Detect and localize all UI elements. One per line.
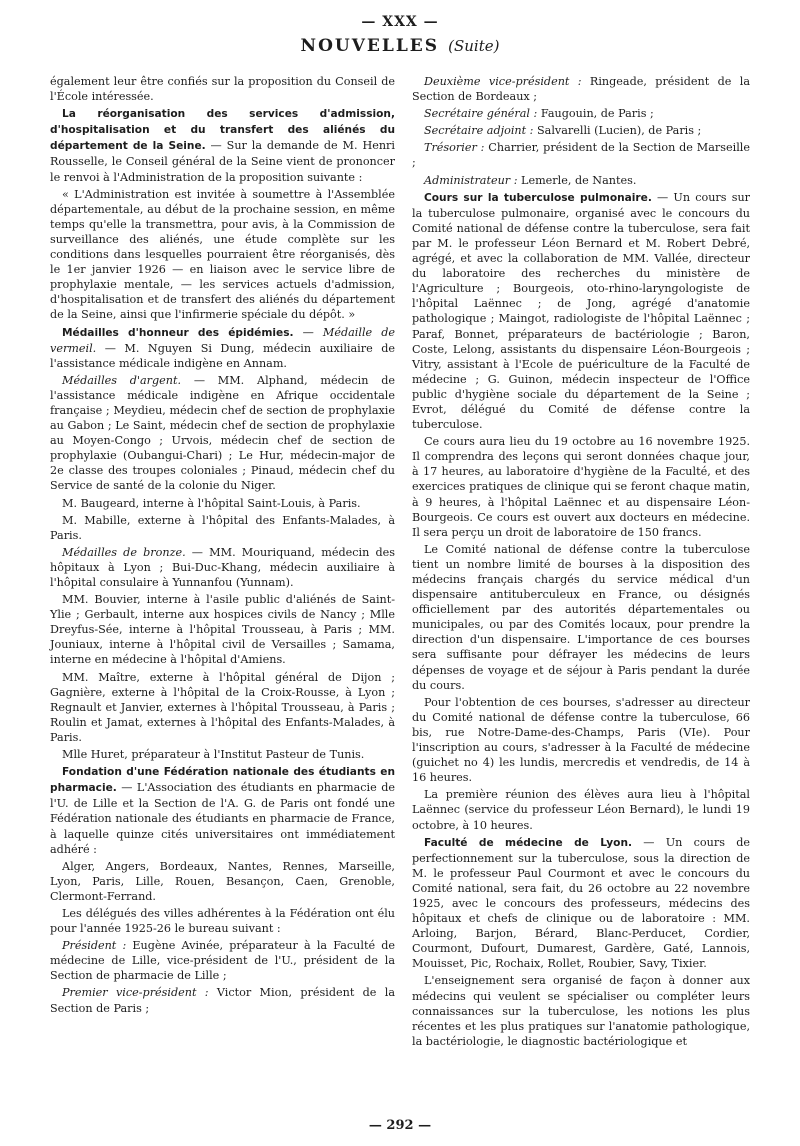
right-column (412, 74, 750, 1051)
article-heading: La réorganisation des services d'admission, d'hospitalisation et du transfert des aliénés du département de la Seine. (50, 108, 395, 153)
section-title-main: NOUVELLES (300, 36, 440, 56)
paragraph: Alger, Angers, Bordeaux, Nantes, Rennes, Marseille, Lyon, Paris, Lille, Rouen, Besançon, Caen, Grenoble, Clermont-Ferrand. (50, 859, 395, 903)
paragraph: Trésorier : Charrier, président de la Section de Marseille ; (412, 141, 750, 170)
paragraph: Ce cours aura lieu du 19 octobre au 16 novembre 1925. Il comprendra des leçons qui seront données chaque jour, à 17 heures, au laboratoire d'hygiène de la Faculté, et des exercices pratiques de clinique qui se feront chaque matin, à 9 heures, à l'hôpital Laënnec et au dispensaire Léon-Bourgeois. Ce cours est ouvert aux docteurs en médecine. Il sera perçu un droit de laboratoire de 150 francs. (412, 435, 750, 539)
article-heading: Faculté de médecine de Lyon. (424, 836, 633, 849)
paragraph: Les délégués des villes adhérentes à la Fédération ont élu pour l'année 1925-26 le bureau suivant : (50, 906, 395, 936)
article-heading: Cours sur la tuberculose pulmonaire. (424, 191, 652, 204)
paragraph: Président : Eugène Avinée, préparateur à la Faculté de médecine de Lille, vice-président de l'U., président de la Section de pharmacie de Lille ; (50, 939, 396, 983)
section-title-suite: (Suite) (448, 37, 500, 55)
page-number: — 292 — (368, 1118, 432, 1133)
paragraph: également leur être confiés sur la proposition du Conseil de l'École intéressée. (50, 75, 395, 104)
article-medailles: Médailles d'honneur des épidémies. — Médaille de vermeil. — M. Nguyen Si Dung, médecin auxiliaire de l'assistance médicale indigène en Annam. (50, 325, 396, 370)
paragraph: MM. Bouvier, interne à l'asile public d'aliénés de Saint-Ylie ; Gerbault, interne aux hospices civils de Nancy ; Mlle Dreyfus-Sée, interne à l'hôpital Trousseau, à Paris ; MM. Jouniaux, interne à l'hôpital civil de Versailles ; Samama, interne en médecine à l'hôpital d'Amiens. (50, 593, 395, 667)
paragraph: La première réunion des élèves aura lieu à l'hôpital Laënnec (service du professeur Léon Bernard), le lundi 19 octobre, à 10 heures. (412, 788, 750, 832)
paragraph: Administrateur : Lemerle, de Nantes. (424, 173, 637, 187)
paragraph: Médailles d'argent. — MM. Alphand, médecin de l'assistance médicale indigène en Afrique occidentale française ; Meydieu, médecin chef de section de prophylaxie au Gabon ; Le Saint, médecin chef de section de prophylaxie au Moyen-Congo ; Urvois, médecin chef de section de prophylaxie (Oubangui-Chari) ; Le Hur, médecin-major de 2e classe des troupes coloniales ; Pinaud, médecin chef du Service de santé de la colonie du Niger. (50, 373, 395, 493)
paragraph: Le Comité national de défense contre la tuberculose tient un nombre limité de bourses à la disposition des médecins français chargés du service médical d'un dispensaire antituberculeux en France, ou désignés officiellement par des autorités départementales ou municipales, ou par des Comités locaux, pour prendre la direction d'un dispensaire. L'importance de ces bourses sera suffisante pour défrayer les médecins de leurs dépenses de voyage et de séjour à Paris pendant la durée du cours. (412, 542, 750, 692)
paragraph: Secrétaire général : Faugouin, de Paris ; (424, 107, 654, 121)
article-heading: Médailles d'honneur des épidémies. (62, 326, 294, 339)
paragraph: M. Mabille, externe à l'hôpital des Enfants-Malades, à Paris. (50, 513, 395, 542)
paragraph: Mlle Huret, préparateur à l'Institut Pasteur de Tunis. (62, 748, 365, 762)
article-cours-tuberculose: Cours sur la tuberculose pulmonaire. — Un cours sur la tuberculose pulmonaire, organisé avec le concours du Comité national de défense contre la tuberculose, sera fait par M. le professeur Léon Bernard et M. Robert Debré, agrégé, et avec la collaboration de MM. Vallée, directeur du laboratoire des recherches du ministère de l'Agriculture ; Bourgeois, oto-rhino-laryngologiste de l'hôpital Laënnec ; de Jong, agrégé d'anatomie pathologique ; Maingot, radiologiste de l'hôpital Laënnec ; Paraf, Bonnet, préparateurs de bactériologie ; Baron, Coste, Lelong, assistants du dispensaire Léon-Bourgeois ; Vitry, assistant à l'Ecole de puériculture de la Faculté de médecine ; G. Guinon, médecin inspecteur de l'Office public d'hygiène sociale du département de la Seine ; Evrot, délégué du Comité de défense contre la tuberculose. (412, 190, 750, 432)
section-title (0, 36, 800, 56)
paragraph: Pour l'obtention de ces bourses, s'adresser au directeur du Comité national de défense contre la tuberculose, 66 bis, rue Notre-Dame-des-Champs, Paris (VIe). Pour l'inscription au cours, s'adresser à la Faculté de médecine (guichet no 4) les lundis, mercredis et vendredis, de 14 à 16 heures. (412, 695, 750, 785)
paragraph: MM. Maître, externe à l'hôpital général de Dijon ; Gagnière, externe à l'hôpital de la Croix-Rousse, à Lyon ; Regnault et Janvier, externes à l'hôpital Trousseau, à Paris ; Roulin et Jamat, externes à l'hôpital des Enfants-Malades, à Paris. (50, 670, 395, 744)
paragraph: M. Baugeard, interne à l'hôpital Saint-Louis, à Paris. (62, 496, 361, 510)
paragraph: Premier vice-président : Victor Mion, président de la Section de Paris ; (50, 986, 395, 1015)
paragraph: Médailles de bronze. — MM. Mouriquand, médecin des hôpitaux à Lyon ; Bui-Duc-Khang, médecin auxiliaire à l'hôpital consulaire à Yunnanfou (Yunnam). (50, 545, 395, 589)
page-header (0, 14, 800, 56)
paragraph: Secrétaire adjoint : Salvarelli (Lucien), de Paris ; (424, 124, 702, 138)
article-seine: La réorganisation des services d'admission, d'hospitalisation et du transfert des aliénés du département de la Seine. — Sur la demande de M. Henri Rousselle, le Conseil général de la Seine vient de prononcer le renvoi à l'Administration de la proposition suivante : (50, 108, 395, 184)
article-heading: Fondation d'une Fédération nationale des étudiants en pharmacie. (50, 766, 395, 795)
paragraph: L'enseignement sera organisé de façon à donner aux médecins qui veulent se spécialiser ou compléter leurs connaissances sur la tuberculose, les notions les plus récentes et les plus pratiques sur l'anatomie pathologique, la bactériologie, le diagnostic bactériologique et (412, 974, 750, 1048)
article-faculte-lyon: Faculté de médecine de Lyon. — Un cours de perfectionnement sur la tuberculose, sous la direction de M. le professeur Paul Courmont et avec le concours du Comité national, sera fait, du 26 octobre au 22 novembre 1925, avec le concours des professeurs, médecins des hôpitaux et chefs de clinique ou de laboratoire : MM. Arloing, Barjon, Bérard, Blanc-Perducet, Cordier, Courmont, Dufourt, Dumarest, Gardère, Gaté, Lannois, Mouisset, Pic, Rochaix, Rollet, Roubier, Savy, Tixier. (412, 835, 751, 971)
paragraph: Deuxième vice-président : Ringeade, président de la Section de Bordeaux ; (412, 75, 750, 104)
left-column (50, 74, 395, 1018)
article-federation: Fondation d'une Fédération nationale des étudiants en pharmacie. — L'Association des étudiants en pharmacie de l'U. de Lille et la Section de l'A. G. de Paris ont fondé une Fédération nationale des étudiants en pharmacie de France, à laquelle quinze cités universitaires ont immédiatement adhéré : (50, 766, 395, 856)
page-number-roman: — XXX — (361, 14, 439, 30)
paragraph: « L'Administration est invitée à soumettre à l'Assemblée départementale, au début de la prochaine session, en même temps qu'elle la transmettra, pour avis, à la Commission de surveillance des aliénés, une étude complète sur les conditions dans lesquelles pourraient être réorganisés, dès le 1er janvier 1926 — en liaison avec le service libre de prophylaxie mentale, — les services actuels d'admission, d'hospitalisation et de transfert des aliénés du département de la Seine, ainsi que l'infirmerie spéciale du dépôt. » (50, 187, 395, 322)
